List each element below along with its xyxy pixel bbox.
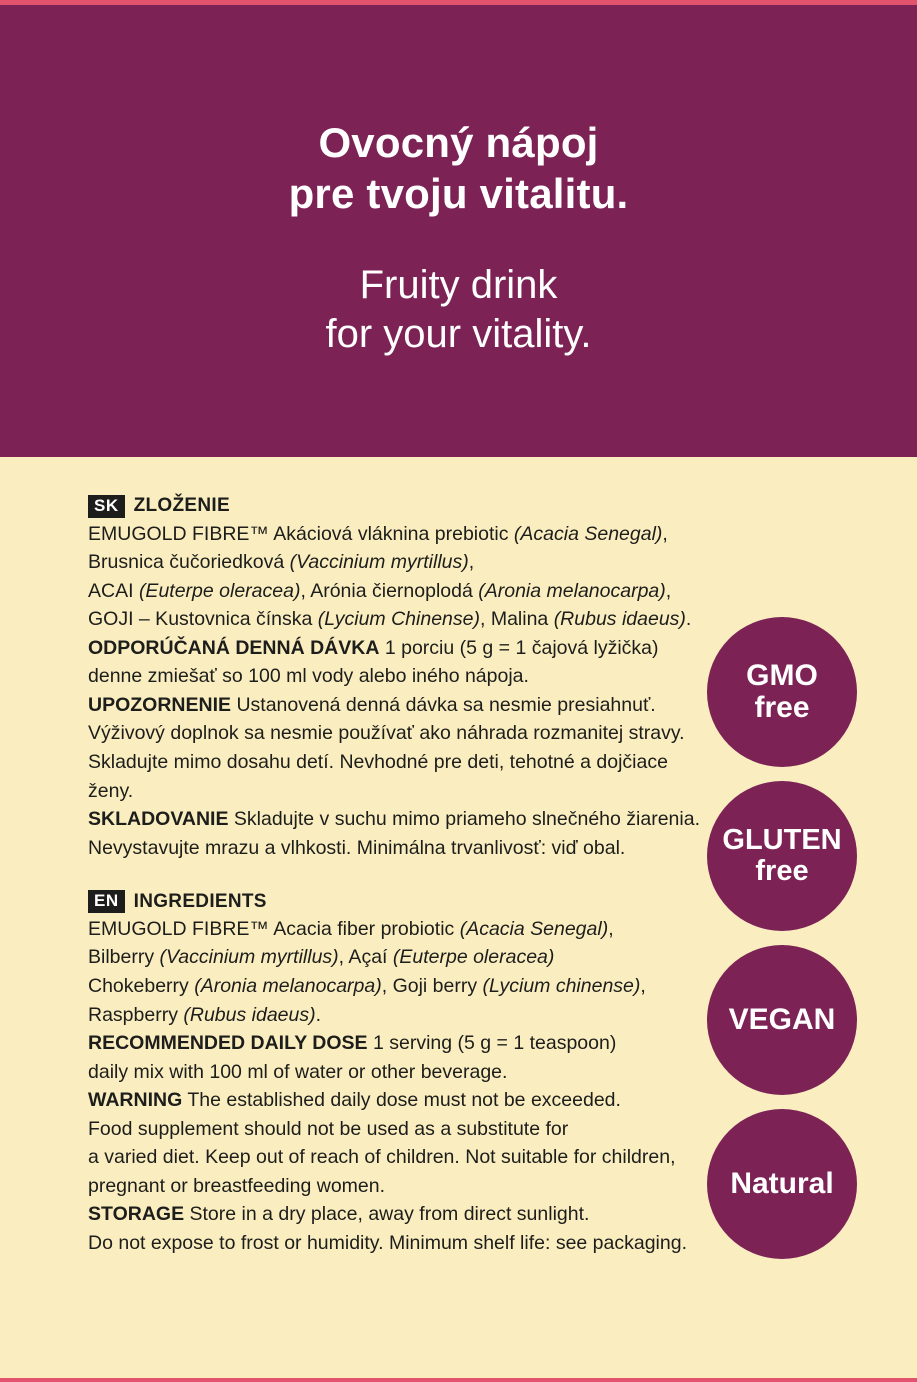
hero-title [0, 5, 917, 219]
badge-vegan [707, 945, 857, 1095]
en-storage-line-2: Do not expose to frost or humidity. Minimum shelf life: see packaging. [88, 1232, 687, 1255]
sk-ingredient-line-4: GOJI – Kustovnica čínska (Lycium Chinense), Malina (Rubus idaeus). [88, 608, 692, 631]
en-section-title: INGREDIENTS [133, 890, 267, 912]
sk-ingredient-line-3: ACAI (Euterpe oleracea), Arónia čiernoplodá (Aronia melanocarpa), [88, 579, 672, 602]
hero-subtitle [0, 219, 917, 359]
section-spacer [88, 862, 718, 890]
badge-gluten-free [707, 781, 857, 931]
badge-gluten-line-1: GLUTEN [722, 823, 842, 856]
en-ingredient-line-3: Chokeberry (Aronia melanocarpa), Goji berry (Lycium chinense), [88, 974, 646, 997]
hero-subtitle-line-2: for your vitality. [325, 312, 592, 357]
en-warning-label: WARNING [88, 1089, 183, 1112]
en-storage-label: STORAGE [88, 1203, 185, 1226]
hero-title-line-2: pre tvoju vitalitu. [288, 170, 629, 218]
sk-daily-dose-line-1: 1 porciu (5 g = 1 čajová lyžička) [384, 636, 659, 659]
sk-warning-line-2: Výživový doplnok sa nesmie používať ako náhrada rozmanitej stravy. [88, 722, 685, 745]
en-warning-line-1: The established daily dose must not be exceeded. [187, 1089, 621, 1112]
en-ingredient-line-2: Bilberry (Vaccinium myrtillus), Açaí (Euterpe oleracea) [88, 946, 555, 969]
en-section-header [88, 890, 718, 913]
hero-subtitle-line-1: Fruity drink [359, 263, 558, 308]
en-warning-line-4: pregnant or breastfeeding women. [88, 1174, 386, 1197]
badge-gmo-line-2: free [754, 691, 810, 724]
en-warning-line-3: a varied diet. Keep out of reach of children. Not suitable for children, [88, 1146, 676, 1169]
sk-storage-line-2: Nevystavujte mrazu a vlhkosti. Minimálna trvanlivosť: viď obal. [88, 836, 626, 859]
sk-section-title: ZLOŽENIE [133, 495, 230, 517]
en-daily-dose-line-2: daily mix with 100 ml of water or other beverage. [88, 1060, 508, 1083]
sk-ingredient-line-1: EMUGOLD FIBRE™ Akáciová vláknina prebiotic (Acacia Senegal), [88, 522, 668, 545]
en-daily-dose [88, 1029, 718, 1086]
sk-warning-line-1: Ustanovená denná dávka sa nesmie presiahnuť. [236, 693, 656, 716]
en-warning [88, 1086, 718, 1200]
info-panel [0, 457, 917, 1372]
text-column [88, 495, 718, 1258]
badge-gmo-line-1: GMO [746, 658, 818, 692]
hero-banner [0, 5, 917, 457]
sk-daily-dose-label: ODPORÚČANÁ DENNÁ DÁVKA [88, 636, 380, 659]
sk-language-chip: SK [88, 495, 125, 518]
en-storage-line-1: Store in a dry place, away from direct sunlight. [189, 1203, 590, 1226]
sk-section-header [88, 495, 718, 518]
badge-natural-line-1: Natural [730, 1166, 834, 1200]
badge-column [707, 617, 859, 1273]
en-language-chip: EN [88, 890, 125, 913]
sk-warning-line-3: Skladujte mimo dosahu detí. Nevhodné pre deti, tehotné a dojčiace ženy. [88, 751, 668, 802]
sk-daily-dose-line-2: denne zmiešať so 100 ml vody alebo iného nápoja. [88, 665, 529, 688]
en-warning-line-2: Food supplement should not be used as a substitute for [88, 1117, 569, 1140]
hero-title-line-1: Ovocný nápoj [318, 119, 599, 166]
badge-gmo-free [707, 617, 857, 767]
sk-warning [88, 691, 718, 805]
sk-daily-dose [88, 634, 718, 691]
badge-vegan-line-1: VEGAN [728, 1002, 836, 1036]
sk-storage-label: SKLADOVANIE [88, 808, 229, 831]
en-storage [88, 1200, 718, 1257]
sk-warning-label: UPOZORNENIE [88, 693, 232, 716]
en-daily-dose-label: RECOMMENDED DAILY DOSE [88, 1032, 368, 1055]
sk-ingredients [88, 520, 718, 634]
badge-gluten-line-2: free [755, 855, 809, 887]
sk-storage-line-1: Skladujte v suchu mimo priameho slnečného žiarenia. [233, 808, 700, 831]
en-ingredient-line-4: Raspberry (Rubus idaeus). [88, 1003, 322, 1026]
badge-natural [707, 1109, 857, 1259]
en-ingredients [88, 915, 718, 1029]
en-ingredient-line-1: EMUGOLD FIBRE™ Acacia fiber probiotic (Acacia Senegal), [88, 917, 614, 940]
sk-storage [88, 805, 718, 862]
sk-ingredient-line-2: Brusnica čučoriedková (Vaccinium myrtillus), [88, 551, 475, 574]
bottom-divider [0, 1378, 917, 1382]
en-daily-dose-line-1: 1 serving (5 g = 1 teaspoon) [372, 1032, 617, 1055]
